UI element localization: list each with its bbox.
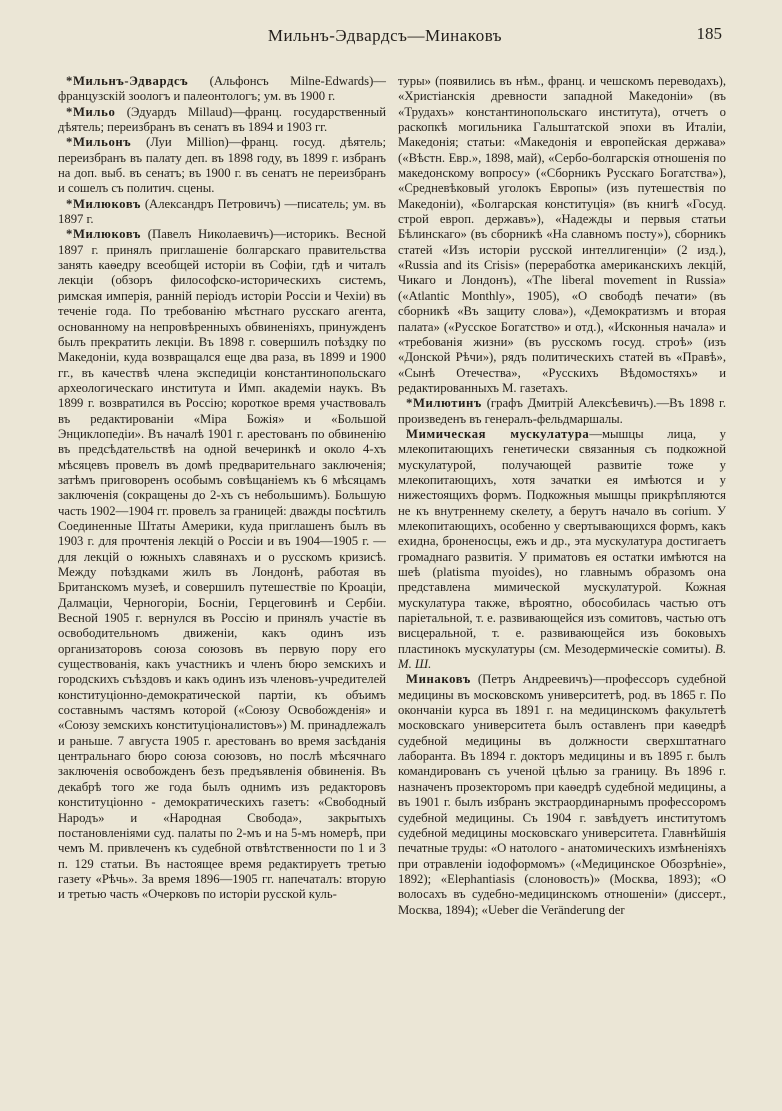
entry-headword: *Милюковъ: [66, 196, 141, 211]
entry: [58, 135, 386, 196]
right-column: [398, 74, 726, 918]
entry-headword: *Мильнъ-Эдвардсъ: [66, 74, 189, 88]
entry-text: (Павелъ Николаевичъ)—историкъ. Весной 1897 г. принялъ приглашеніе болгарскаго правительства занять каѳедру всеобщей исторіи въ Софіи, гдѣ и читалъ лекціи (обзоръ философско-историческихъ системъ, римская имперія, ранній періодъ исторіи Россіи и Чехіи) въ теченіе года. По требованію мѣстнаго русскаго агента, основанному на непровѣренныхъ обвиненіяхъ, принужденъ былъ прекратить лекціи. Въ 1898 г. совершилъ поѣздку по Македоніи, куда возвращался еще два раза, въ 1899 и 1900 гг., въ качествѣ члена экспедиціи константинопольскаго археологическаго института и Имп. академіи наукъ. Въ 1899 г. возвратился въ Россію; короткое время участвовалъ въ редактированіи «Міра Божія» и «Большой Энциклопедіи». Въ началѣ 1901 г. арестованъ по обвиненію въ предсѣдательствѣ на одной вечеринкѣ и около 4-хъ мѣсяцевъ провелъ въ домѣ предварительнаго заключенія; затѣмъ приговоренъ особымъ совѣщаніемъ къ 6 мѣсяцамъ заключенія (сокращены до 2-хъ съ небольшимъ). Большую часть 1902—1904 гг. провелъ за границей: дважды посѣтилъ Соединенные Штаты Америки, куда приглашенъ былъ въ 1903 г. для прочтенія лекцій о Россіи и въ 1904—1905 г. — для лекцій о южныхъ славянахъ и о русскомъ кризисѣ. Между поѣздками жилъ въ Лондонѣ, работая въ Британскомъ музеѣ, и совершилъ путешествіе по Кроаціи, Далмаціи, Черногоріи, Босніи, Герцеговинѣ и Сербіи. Весной 1905 г. вернулся въ Россію и принялъ участіе въ освободительномъ движеніи, какъ одинъ изъ организаторовъ союза союзовъ въ первую пору его существованія, какъ участникъ и членъ бюро земскихъ и городскихъ съѣздовъ и какъ одинъ изъ членовъ-учредителей конституціонно-демократической партіи, къ объимъ составнымъ частямъ которой («Союзу Освобожденія» и «Союзу земскихъ конституціоналистовъ») М. принадлежалъ и раньше. 7 августа 1905 г. арестованъ во время засѣданія центральнаго бюро союза союзовъ, но послѣ мѣсячнаго заключенія освобожденъ безъ предъявленія обвиненія. Въ декабрѣ того же года былъ однимъ изъ редакторовъ конституціонно - демократическихъ газетъ: «Свободный Народъ» и «Народная Свобода», закрытыхъ постановленіями суд. палаты по 2-мъ и на 5-мъ номерѣ, при чемъ М. привлеченъ къ судебной отвѣтственности по 1 и 3 п. 129 статьи. Въ настоящее время редактируетъ третью газету «Рѣчь». За время 1896—1905 гг. напечаталъ: вторую и третью часть «Очерковъ по исторіи русской куль-: [58, 227, 386, 902]
entry-text: (Альфонсъ Milne-Edwards)—французскій зоологъ и палеонтологъ; ум. въ 1900 г.: [58, 74, 386, 104]
left-column: [58, 74, 386, 903]
entry-text: (Александръ Петровичъ) —писатель; ум. въ 1897 г.: [58, 196, 386, 227]
entry: [58, 105, 386, 136]
entry-headword: Минаковъ: [406, 672, 471, 687]
entry: [398, 672, 726, 918]
entry-text: —мышцы лица, у млекопитающихъ генетически связанныя съ подкожной мускулатурой, получающей развитіе тоже у млекопитающихъ, хотя зачатки ея имѣются и у нижестоящихъ формъ. Подкожныя мышцы прикрѣпляются не къ внутреннему скелету, а берутъ начало въ corium. У млекопитающихъ, особенно у свертывающихся формъ, какъ ехидна, броненосцы, ежъ и др., эта мускулатура достигаетъ громаднаго развитія. У приматовъ ея остатки имѣются на шеѣ (platisma myoides), но главнымъ образомъ она представлена мимической мускулатурой. Кожная мускулатура также, вѣроятно, обособилась частью отъ паріетальной, т. е. развивающейся изъ сомитовъ, частью отъ висцеральной, т. е. развивающейся изъ боковыхъ пластинокъ мускулатуры (см. Мезодермическіе сомиты).: [398, 426, 726, 656]
entry-headword: *Милютинъ: [406, 396, 482, 411]
entry-text: (графъ Дмитрій Алексѣевичъ).—Въ 1898 г. произведенъ въ генералъ-фельдмаршалы.: [398, 396, 726, 426]
entry-text: (Эдуардъ Millaud)—франц. государственный дѣятель; переизбранъ въ сенатъ въ 1894 и 1903 гг.: [58, 104, 386, 135]
running-head: Мильнъ-Эдвардсъ—Минаковъ: [267, 26, 503, 45]
entry-text: туры» (появились въ нѣм., франц. и чешскомъ переводахъ), «Христіанскія древности западной Македоніи» (въ «Трудахъ» константинопольскаго института), отчетъ о раскопкѣ могильника Гальштатской эпохи въ Италіи, Македонія; статьи: «Македонія и европейская держава» («Вѣстн. Евр.», 1898, май), «Сербо-болгарскія отношенія по македонскому вопросу» («Сборникъ Русскаго Богатства»), «Средневѣковый уголокъ Европы» (изъ путешествія по Македоніи), «Болгарская конституція» (въ книгѣ «Госуд. строй европ. державъ»), «Надежды и первыя статьи Бѣлинскаго» (въ сборникѣ «На славномъ посту»), сборникъ статей «Изъ исторіи русской интеллигенціи» (2 изд.), «Russia and its Crisis» (переработка американскихъ лекцій, Чикаго и Лондонъ), «The liberal movement in Russia» («Atlantic Monthly», 1905), «О свободѣ печати» (въ сборникѣ «Въ защиту слова»), «Демократизмъ и вторая палата» («Русское Богатство» и отд.), «Исконныя начала» и «требованія жизни» (въ русскомъ госуд. строѣ» (изъ «Донской Рѣчи»), рядъ политическихъ статей въ «Правѣ», «Сынѣ Отечества», «Русскихъ Вѣдомостяхъ» и редактированныхъ М. газетахъ.: [398, 74, 726, 395]
entry: [58, 197, 386, 228]
page-header: [60, 24, 722, 52]
entry-text: (Луи Million)—франц. госуд. дѣятель; переизбранъ въ палату деп. въ 1898 году, въ 1899 г. избранъ на доп. выб. въ сенатъ; въ 1900 г. въ сенатъ не переизбранъ и сошелъ съ политич. сцены.: [58, 135, 386, 196]
entry: [58, 227, 386, 902]
entry-headword: *Милюковъ: [66, 227, 141, 242]
entry-headword: *Мильо: [66, 104, 116, 119]
entry: [58, 74, 386, 105]
entry-headword: Мимическая мускулатура: [406, 426, 590, 441]
entry-headword: *Мильонъ: [66, 135, 132, 150]
entry-text: (Петръ Андреевичъ)—профессоръ судебной медицины въ московскомъ университетѣ, род. въ 1865 г. По окончаніи курса въ 1891 г. на медицинскомъ факультетѣ московскаго университета былъ оставленъ при каѳедрѣ судебной медицины въ должности сверхштатнаго лаборанта. Въ 1894 г. докторъ медицины и въ 1895 г. былъ командированъ съ ученой цѣлью за границу. Въ 1896 г. назначенъ прозекторомъ при каѳедрѣ судебной медицины, а въ 1901 г. былъ избранъ экстраординарнымъ профессоромъ судебной медицины. Съ 1904 г. завѣдуетъ институтомъ судебной медицины московскаго университета. Главнѣйшія печатные труды: «О натолого - анатомическихъ измѣненіяхъ при отравленіи іодоформомъ» («Медицинское Обозрѣніе», 1892); «Elephantiasis (слоновость)» (Москва, 1893); «О волосахъ въ судебно-медицинскомъ отношеніи» (диссерт., Москва, 1894); «Ueber die Veränderung der: [398, 672, 726, 917]
entry-continuation: [398, 74, 726, 396]
author-signature: В. М. Ш.: [398, 641, 726, 672]
page-number: 185: [696, 24, 722, 43]
entry: [398, 396, 726, 427]
entry: [398, 427, 726, 673]
